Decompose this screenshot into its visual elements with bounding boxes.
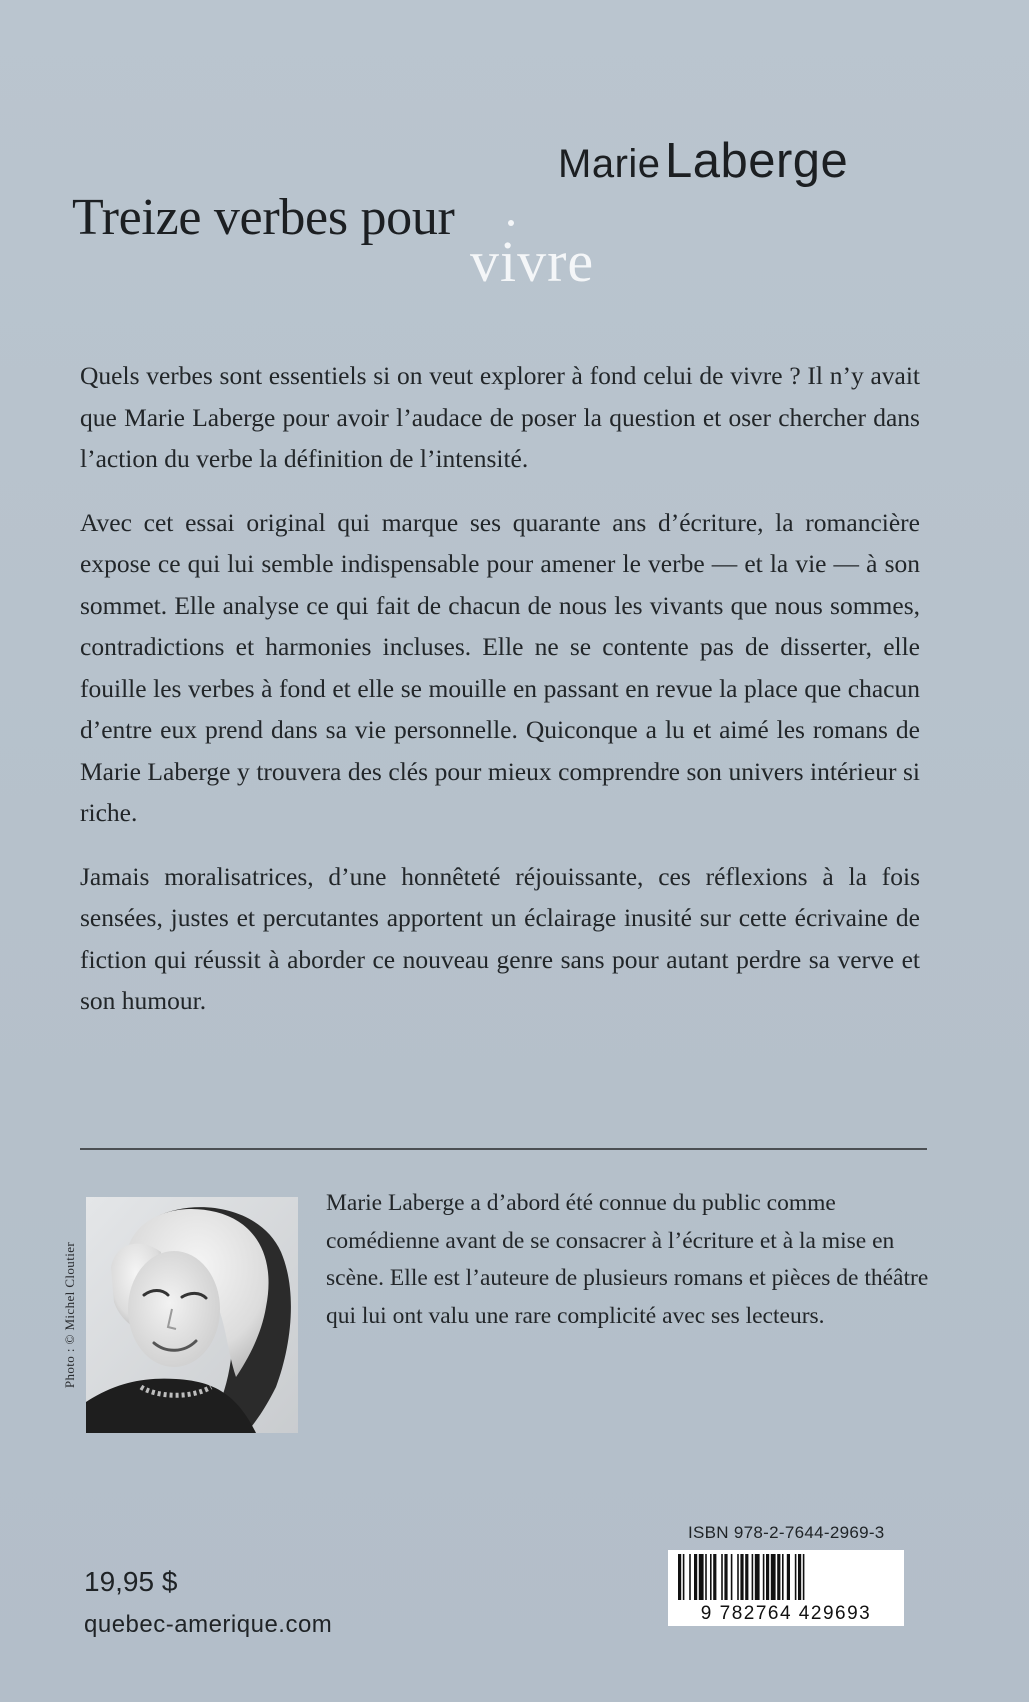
barcode-bar bbox=[771, 1554, 776, 1600]
barcode-bar bbox=[803, 1554, 805, 1600]
isbn-label: ISBN 978-2-7644-2969-3 bbox=[688, 1523, 885, 1542]
barcode-bar bbox=[724, 1554, 727, 1600]
barcode-bar bbox=[737, 1554, 739, 1600]
barcode-bar bbox=[766, 1554, 769, 1600]
author-first-name: Marie bbox=[558, 142, 661, 186]
blurb-paragraph-1: Quels verbes sont essentiels si on veut explorer à fond celui de vivre ? Il n’y avait que Marie Laberge pour avoir l’audace de poser la question et oser chercher dans l’action du verbe la définition de l’intensité. bbox=[80, 361, 920, 473]
blurb bbox=[80, 355, 920, 1044]
barcode-bar bbox=[721, 1554, 723, 1600]
blurb-paragraph-2: Avec cet essai original qui marque ses quarante ans d’écriture, la romancière expose ce qui lui semble indispensable pour amener le verbe — et la vie — à son sommet. Elle analyse ce qui fait de chacun de nous les vivants que nous sommes, contradictions et harmonies incluses. Elle ne se contente pas de disserter, elle fouille les verbes à fond et elle se mouille en passant en revue la place que chacun d’entre eux prend dans sa vie personnelle. Quiconque a lu et aimé les romans de Marie Laberge y trouvera des clés pour mieux comprendre son univers intérieur si riche. bbox=[80, 507, 920, 827]
barcode-bar bbox=[699, 1554, 704, 1600]
title-dot-ornament bbox=[508, 220, 514, 226]
barcode-bar bbox=[678, 1554, 681, 1600]
barcode-bar bbox=[795, 1554, 797, 1600]
price: 19,95 $ bbox=[84, 1566, 178, 1597]
barcode-bar bbox=[787, 1554, 790, 1600]
barcode-bar bbox=[745, 1554, 748, 1600]
photo-credit: Photo : © Michel Cloutier bbox=[62, 1241, 77, 1389]
barcode-bar bbox=[731, 1554, 733, 1600]
barcode-bar bbox=[752, 1554, 754, 1600]
blurb-paragraph-3: Jamais moralisatrices, d’une honnêteté réjouissante, ces réflexions à la fois sensées, justes et percutantes apportent un éclairage inusité sur cette écrivaine de fiction qui réussit à aborder ce nouveau genre sans pour autant perdre sa verve et son humour. bbox=[80, 861, 920, 1015]
barcode-bar bbox=[705, 1554, 707, 1600]
barcode-bar bbox=[740, 1554, 743, 1600]
barcode-digits: 9 782764 429693 bbox=[700, 1603, 872, 1624]
barcode-bar bbox=[713, 1554, 716, 1600]
book-title-accent: vivre bbox=[470, 229, 595, 294]
book-title: Treize verbes pour bbox=[72, 189, 455, 246]
barcode-bar bbox=[782, 1554, 784, 1600]
barcode-bar bbox=[689, 1554, 691, 1600]
section-divider bbox=[80, 1148, 927, 1150]
barcode-bar bbox=[710, 1554, 712, 1600]
publisher-website: quebec-amerique.com bbox=[84, 1611, 333, 1638]
barcode-bar bbox=[694, 1554, 697, 1600]
author-portrait-photo bbox=[86, 1197, 298, 1433]
author-bio: Marie Laberge a d’abord été connue du public comme comédienne avant de se consacrer à l’écriture et à la mise en scène. Elle est l’auteure de plusieurs romans et pièces de théâtre qui lui ont valu une rare complicité avec ses lecteurs. bbox=[326, 1190, 929, 1329]
barcode-bar bbox=[777, 1554, 780, 1600]
author-last-name: Laberge bbox=[664, 134, 849, 188]
barcode-bar bbox=[798, 1554, 801, 1600]
barcode-bar bbox=[683, 1554, 685, 1600]
barcode-bars bbox=[668, 1550, 904, 1602]
isbn-barcode bbox=[668, 1550, 904, 1626]
portrait-illustration bbox=[86, 1197, 298, 1433]
barcode-bar bbox=[763, 1554, 765, 1600]
author-name bbox=[558, 133, 848, 189]
barcode-bar bbox=[755, 1554, 760, 1600]
